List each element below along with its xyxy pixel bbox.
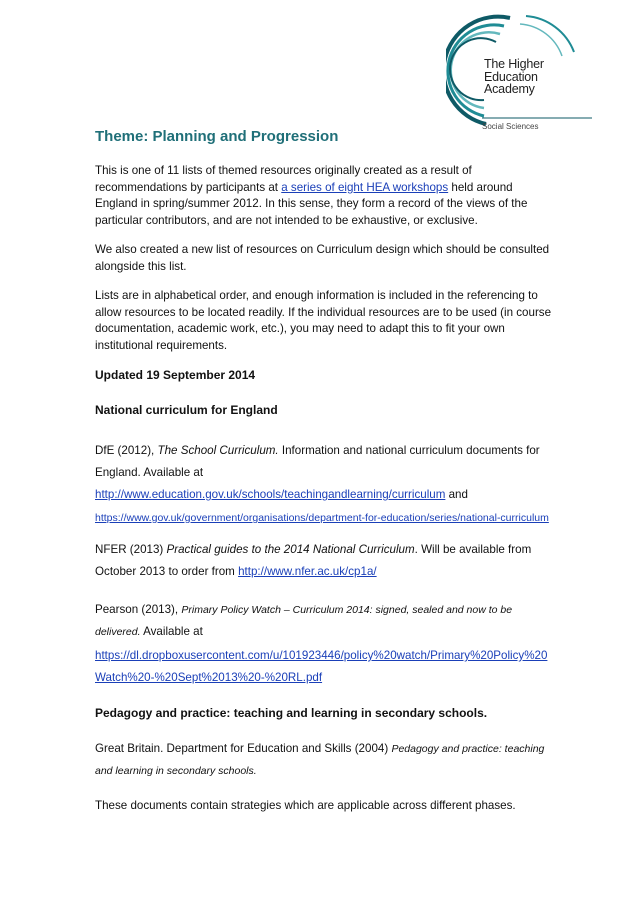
workshops-link[interactable]: a series of eight HEA workshops: [281, 180, 449, 194]
intro-paragraph: This is one of 11 lists of themed resources originally created as a result of recommendations by participants at a series of eight HEA workshops held around England in spring/summer 2012. In this sense, they form a record of the views of the particular contributors, and are not intended to be exhaustive, or exclusive.: [95, 164, 528, 227]
logo-line1: The Higher: [484, 57, 544, 71]
link-gov-uk-national-curriculum[interactable]: https://www.gov.uk/government/organisations/department-for-education/series/national-curriculum: [95, 512, 549, 524]
section-heading-national-curriculum: National curriculum for England: [95, 402, 278, 417]
hea-logo: [446, 12, 596, 136]
section-heading-pedagogy: Pedagogy and practice: teaching and learning in secondary schools.: [95, 706, 488, 720]
reference-dfes: Great Britain. Department for Education and Skills (2004) Pedagogy and practice: teaching and learning in secondary schools.: [95, 741, 545, 777]
logo-line3: Academy: [484, 82, 535, 96]
logo-line2: Education: [484, 69, 538, 84]
page-title: Theme: Planning and Progression: [95, 128, 339, 145]
link-nfer[interactable]: http://www.nfer.ac.uk/cp1a/: [238, 565, 377, 578]
reference-dfe: DfE (2012), The School Curriculum. Information and national curriculum documents for England. Available at: [95, 444, 540, 479]
reference-pearson: Pearson (2013), Primary Policy Watch – Curriculum 2014: signed, sealed and now to be delivered. Available at: [95, 603, 513, 638]
phases-note: These documents contain strategies which are applicable across different phases.: [95, 798, 516, 812]
document-body: Theme: Planning and Progression This is one of 11 lists of themed resources originally created as a result of recommendations by participants at a series of eight HEA workshops held around England in spring/summer 2012. In this sense, they form a record of the views of the particular contributors, and are not intended to be exhaustive, or exclusive. We also created a new list of resources on Curriculum design which should be consulted alongside this list. Lists are in alphabetical order, and enough information is included in the referencing to allow resources to be located readily. If the individual resources are to be used (in course documentation, academic work, etc.), you may need to adapt this to fit your own institutional requirements. Updated 19 September 2014 National curriculum for England DfE (2012), The School Curriculum. Information and national curriculum documents for England. Available at http://www.education.gov.uk/schools/teachingandlearning/curriculum and https://www.gov.uk/government/organisations/department-for-education/series/national-curriculum NFER (2013) Practical guides to the 2014 National Curriculum. Will be available from October 2013 to order from http://www.nfer.ac.uk/cp1a/ Pearson (2013), Primary Policy Watch – Curriculum 2014: signed, sealed and now to be delivered. Available at https://dl.dropboxusercontent.com/u/101923446/policy%20watch/Primary%20Policy%20Watch%20-%20Sept%2013%20-%20RL.pdf Pedagogy and practice: teaching and learning in secondary schools. Great Britain. Department for Education and Skills (2004) Pedagogy and practice: teaching and learning in secondary schools. These documents contain strategies which are applicable across different phases.: [95, 128, 555, 814]
curriculum-note-paragraph: We also created a new list of resources on Curriculum design which should be consulted alongside this list.: [95, 243, 550, 273]
referencing-paragraph: Lists are in alphabetical order, and enough information is included in the referencing to allow resources to be located readily. If the individual resources are to be used (in course documentation, academic work, etc.), you may need to adapt this to fit your own institutional requirements.: [95, 289, 552, 352]
link-education-gov-curriculum[interactable]: http://www.education.gov.uk/schools/teachingandlearning/curriculum: [95, 488, 446, 501]
logo-subtitle: Social Sciences: [482, 122, 539, 131]
updated-date: Updated 19 September 2014: [95, 368, 256, 382]
link-dropbox-policy-watch[interactable]: https://dl.dropboxusercontent.com/u/101923446/policy%20watch/Primary%20Policy%20Watch%20-%20Sept%2013%20-%20RL.pdf: [95, 649, 548, 684]
reference-nfer: NFER (2013) Practical guides to the 2014 National Curriculum. Will be available from October 2013 to order from http://www.nfer.ac.uk/cp1a/: [95, 543, 532, 578]
